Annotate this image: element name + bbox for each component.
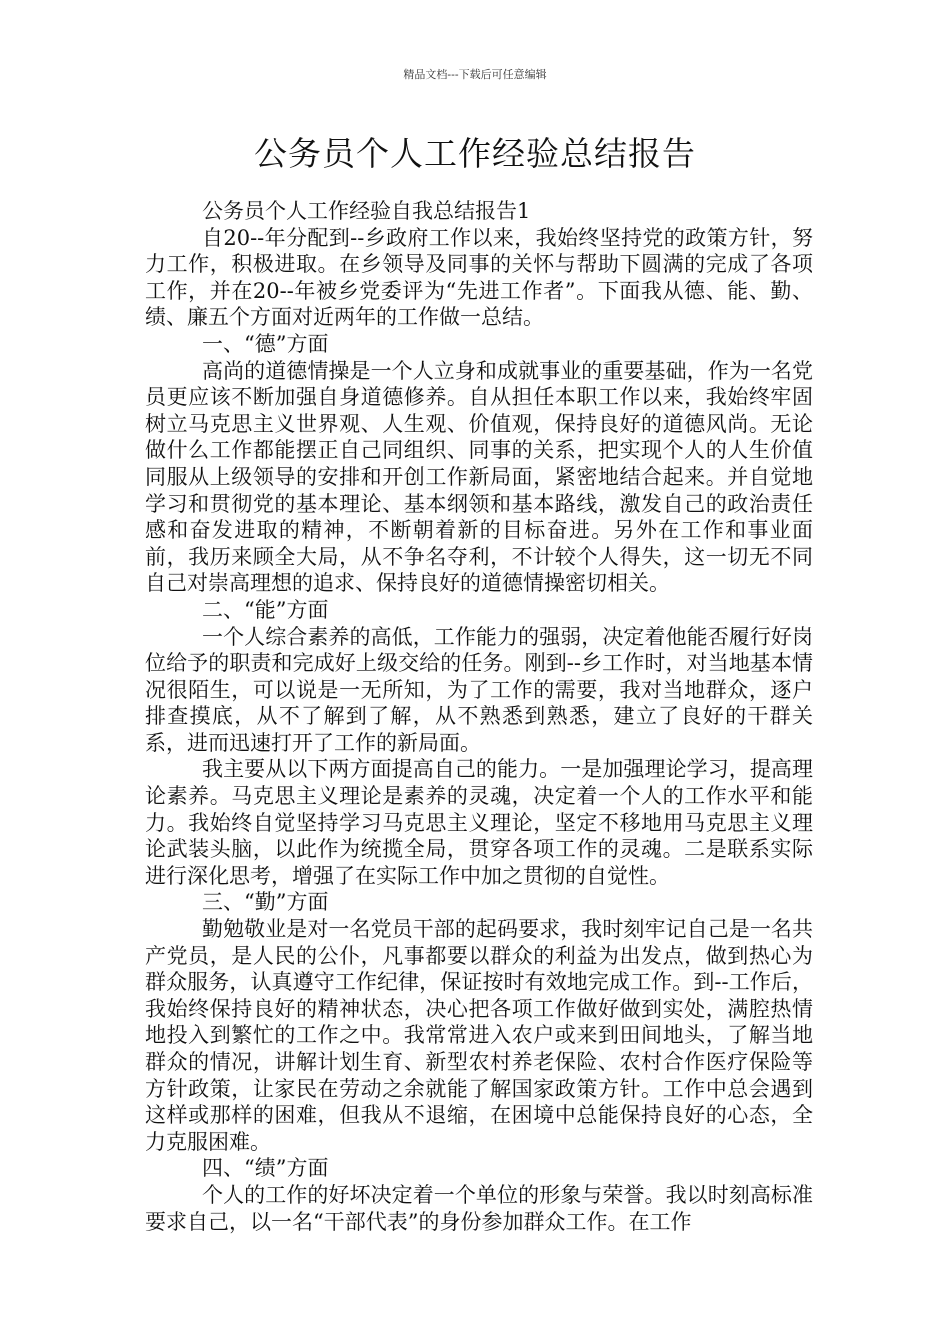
section-heading-de: 一、“德”方面 [202, 331, 329, 356]
section-paragraph-ji: 个人的工作的好坏决定着一个单位的形象与荣誉。我以时刻高标准要求自己，以一名“干部代表”的身份参加群众工作。在工作 [145, 1182, 813, 1234]
section-paragraph-neng-2: 我主要从以下两方面提高自己的能力。一是加强理论学习，提高理论素养。马克思主义理论是素养的灵魂，决定着一个人的工作水平和能力。我始终自觉坚持学习马克思主义理论，坚定不移地用马克思主义理论武装头脑，以此作为统揽全局，贯穿各项工作的灵魂。二是联系实际进行深化思考，增强了在实际工作中加之贯彻的自觉性。 [145, 757, 813, 888]
report-subtitle: 公务员个人工作经验自我总结报告1 [202, 199, 531, 223]
section-heading-neng: 二、“能”方面 [202, 597, 329, 622]
section-heading-qin: 三、“勤”方面 [202, 890, 329, 915]
section-paragraph-qin: 勤勉敬业是对一名党员干部的起码要求，我时刻牢记自己是一名共产党员，是人民的公仆，凡事都要以群众的利益为出发点，做到热心为群众服务，认真遵守工作纪律，保证按时有效地完成工作。到--工作后，我始终保持良好的精神状态，决心把各项工作做好做到实处，满腔热情地投入到繁忙的工作之中。我常常进入农户或来到田间地头，了解当地群众的情况，讲解计划生育、新型农村养老保险、农村合作医疗保险等方针政策，让家民在劳动之余就能了解国家政策方针。工作中总会遇到这样或那样的困难，但我从不退缩，在困境中总能保持良好的心态，全力克服困难。 [145, 917, 813, 1154]
section-heading-ji: 四、“绩”方面 [202, 1156, 329, 1181]
intro-paragraph: 自20--年分配到--乡政府工作以来，我始终坚持党的政策方针，努力工作，积极进取。在乡领导及同事的关怀与帮助下圆满的完成了各项工作，并在20--年被乡党委评为“先进工作者”。下面我从德、能、勤、绩、廉五个方面对近两年的工作做一总结。 [145, 225, 813, 330]
document-title: 公务员个人工作经验总结报告 [254, 134, 696, 173]
page-header-note: 精品文档---下载后可任意编辑 [403, 68, 547, 81]
document-body [145, 198, 813, 1235]
section-paragraph-neng-1: 一个人综合素养的高低，工作能力的强弱，决定着他能否履行好岗位给予的职责和完成好上级交给的任务。刚到--乡工作时，对当地基本情况很陌生，可以说是一无所知，为了工作的需要，我对当地群众，逐户排查摸底，从不了解到了解，从不熟悉到熟悉，建立了良好的干群关系，进而迅速打开了工作的新局面。 [145, 624, 813, 755]
section-paragraph-de: 高尚的道德情操是一个人立身和成就事业的重要基础，作为一名党员更应该不断加强自身道德修养。自从担任本职工作以来，我始终牢固树立马克思主义世界观、人生观、价值观，保持良好的道德风尚。无论做什么工作都能摆正自己同组织、同事的关系，把实现个人的人生价值同服从上级领导的安排和开创工作新局面，紧密地结合起来。并自觉地学习和贯彻党的基本理论、基本纲领和基本路线，激发自己的政治责任感和奋发进取的精神，不断朝着新的目标奋进。另外在工作和事业面前，我历来顾全大局，从不争名夺利，不计较个人得失，这一切无不同自己对崇高理想的追求、保持良好的道德情操密切相关。 [145, 358, 813, 596]
